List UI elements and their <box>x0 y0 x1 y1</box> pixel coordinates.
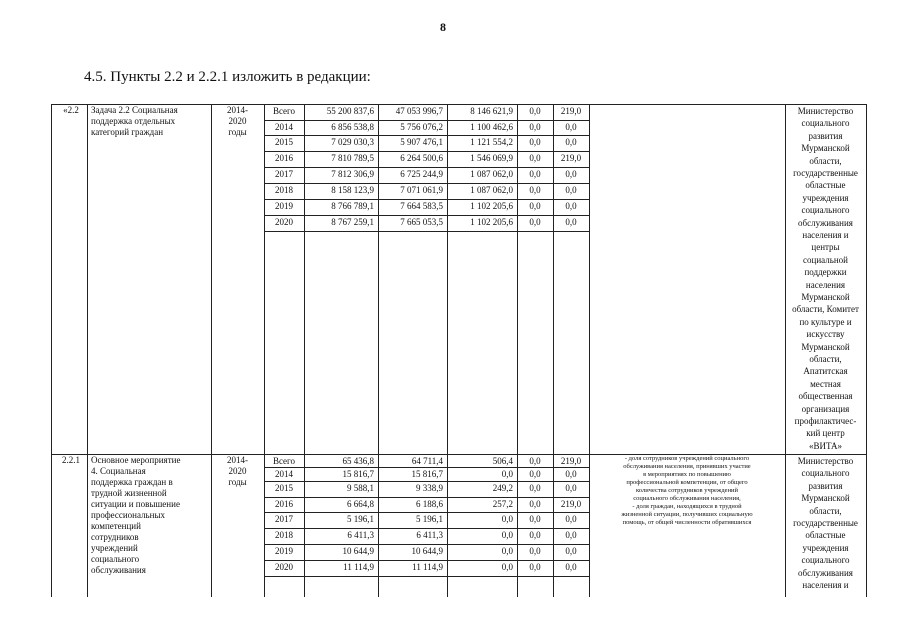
local-value: 0,0 <box>529 169 541 179</box>
year-label: 2016 <box>275 499 293 509</box>
year-row-rule <box>264 560 589 561</box>
executor-line: учреждения <box>802 542 849 553</box>
local-value: 0,0 <box>529 546 541 556</box>
year-row-rule <box>264 512 589 513</box>
year-label: 2019 <box>275 546 293 556</box>
total-value: 8 158 123,9 <box>331 185 374 195</box>
year-row-rule <box>264 576 589 577</box>
executor-line: Министерство <box>797 106 854 116</box>
local-value: 0,0 <box>529 456 541 466</box>
year-label: 2020 <box>275 562 293 572</box>
other-value: 0,0 <box>565 514 577 524</box>
regional-value: 9 338,9 <box>416 483 443 493</box>
table-right-border <box>866 104 867 597</box>
row-number: 2.2.1 <box>62 455 80 465</box>
total-value: 55 200 837,6 <box>326 106 374 116</box>
task-name-line: обслуживания <box>91 565 146 575</box>
federal-value: 1 087 062,0 <box>470 185 513 195</box>
regional-value: 6 725 244,9 <box>400 169 443 179</box>
year-label: 2018 <box>275 530 293 540</box>
executor-line: Мурманской <box>801 292 850 302</box>
indicator-line: профессиональной компетенции, от общего <box>626 479 748 486</box>
total-value: 7 812 306,9 <box>331 169 374 179</box>
year-label: 2014 <box>275 469 293 479</box>
task-name-line: сотрудников <box>91 532 139 542</box>
regional-value: 11 114,9 <box>412 562 443 572</box>
executor-line: области, <box>809 155 842 166</box>
other-value: 0,0 <box>565 201 577 211</box>
table-column-rule <box>87 104 88 597</box>
total-value: 8 766 789,1 <box>331 201 374 211</box>
total-value: 7 029 030,3 <box>331 137 374 147</box>
task-name-line: трудной жизненной <box>91 488 167 498</box>
executor-line: организация <box>801 403 850 414</box>
indicator-line: - доля граждан, находящихся в трудной <box>632 503 742 510</box>
local-value: 0,0 <box>529 499 541 509</box>
local-value: 0,0 <box>529 137 541 147</box>
executor-line: «ВИТА» <box>808 440 843 451</box>
local-value: 0,0 <box>529 469 541 479</box>
year-row-rule <box>264 231 589 232</box>
federal-value: 1 087 062,0 <box>470 169 513 179</box>
executor-line: социального <box>801 118 850 129</box>
period-line: годы <box>228 477 247 487</box>
executor-line: кий центр <box>806 428 845 439</box>
page-number: 8 <box>440 20 446 34</box>
regional-value: 7 664 583,5 <box>400 201 443 211</box>
indicator-line: обслуживания населения, принявших участие <box>623 463 751 470</box>
executor-line: Министерство <box>797 456 854 466</box>
total-value: 65 436,8 <box>342 456 374 466</box>
executor-line: областные <box>805 530 846 541</box>
year-label: 2015 <box>275 483 293 493</box>
local-value: 0,0 <box>529 201 541 211</box>
local-value: 0,0 <box>529 185 541 195</box>
other-value: 219,0 <box>560 153 582 163</box>
executor-line: населения и <box>802 580 849 590</box>
period-line: 2014- <box>227 455 248 465</box>
executor-line: общественная <box>798 391 853 402</box>
indicator-line: в мероприятиях по повышению <box>643 471 731 478</box>
executor-line: области, <box>809 354 842 364</box>
federal-value: 1 100 462,6 <box>470 122 513 132</box>
executor-line: Апатитская <box>803 366 848 377</box>
executor-line: социального <box>801 555 850 566</box>
regional-value: 5 756 076,2 <box>400 122 443 132</box>
executor-line: обслуживания <box>798 567 853 578</box>
local-value: 0,0 <box>529 514 541 524</box>
federal-value: 0,0 <box>501 530 513 540</box>
total-value: 9 588,1 <box>347 483 374 493</box>
federal-value: 0,0 <box>501 562 513 572</box>
task-name-line: Задача 2.2 Социальная <box>91 105 178 115</box>
regional-value: 5 907 476,1 <box>400 137 443 147</box>
task-name-line: социального <box>91 554 140 564</box>
local-value: 0,0 <box>529 483 541 493</box>
local-value: 0,0 <box>529 530 541 540</box>
local-value: 0,0 <box>529 153 541 163</box>
federal-value: 249,2 <box>492 483 513 493</box>
year-label: 2017 <box>275 514 293 524</box>
executor-line: развития <box>808 130 843 141</box>
executor-line: области, Комитет <box>792 304 859 315</box>
executor-line: социальной <box>803 254 848 265</box>
year-row-rule <box>264 544 589 545</box>
executor-line: искусству <box>806 329 845 340</box>
task-name-line: учреждений <box>91 543 138 553</box>
other-value: 0,0 <box>565 562 577 572</box>
local-value: 0,0 <box>529 562 541 572</box>
executor-line: обслуживания <box>798 217 853 228</box>
executor-line: государственные <box>793 168 858 178</box>
local-value: 0,0 <box>529 106 541 116</box>
federal-value: 1 546 069,9 <box>470 153 513 163</box>
period-line: 2020 <box>228 116 247 126</box>
year-row-rule <box>264 151 589 152</box>
period-line: 2014- <box>227 105 248 115</box>
year-row-rule <box>264 467 589 468</box>
executor-line: поддержки <box>804 267 847 278</box>
year-label: 2017 <box>275 169 293 179</box>
regional-value: 47 053 996,7 <box>395 106 443 116</box>
other-value: 0,0 <box>565 546 577 556</box>
executor-line: Мурманской <box>801 493 850 504</box>
other-value: 219,0 <box>560 106 582 116</box>
total-value: 15 816,7 <box>342 469 374 479</box>
federal-value: 8 146 621,9 <box>470 106 513 116</box>
indicator-line: помощь, от общей численности обратившихся <box>622 519 752 526</box>
year-row-rule <box>264 481 589 482</box>
federal-value: 0,0 <box>501 546 513 556</box>
other-value: 0,0 <box>565 469 577 479</box>
table-left-border <box>51 104 52 597</box>
task-name-line: 4. Социальная <box>91 466 146 476</box>
total-value: 7 810 789,5 <box>331 153 374 163</box>
indicator-line: социального обслуживания населения, <box>633 495 741 502</box>
other-value: 0,0 <box>565 185 577 195</box>
row-number: «2.2 <box>63 105 79 115</box>
task-name-line: Основное мероприятие <box>91 455 181 465</box>
year-row-rule <box>264 135 589 136</box>
federal-value: 1 121 554,2 <box>470 137 513 147</box>
year-row-rule <box>264 215 589 216</box>
year-row-rule <box>264 528 589 529</box>
other-value: 0,0 <box>565 217 577 227</box>
total-value: 11 114,9 <box>343 562 374 572</box>
regional-value: 15 816,7 <box>411 469 443 479</box>
executor-line: социального <box>801 468 850 479</box>
total-value: 6 664,8 <box>347 499 374 509</box>
executor-line: профилактичес- <box>794 416 857 426</box>
federal-value: 1 102 205,6 <box>470 201 513 211</box>
federal-value: 506,4 <box>492 456 513 466</box>
executor-line: развития <box>808 480 843 491</box>
year-label: 2020 <box>275 217 293 227</box>
year-label: 2019 <box>275 201 293 211</box>
federal-value: 0,0 <box>501 469 513 479</box>
task-name-line: ситуации и повышение <box>91 499 180 509</box>
regional-value: 10 644,9 <box>411 546 443 556</box>
indicator-line: жизненной ситуации, получивших социальную <box>621 511 753 518</box>
other-value: 0,0 <box>565 169 577 179</box>
executor-line: населения <box>805 279 846 290</box>
executor-line: местная <box>810 378 841 389</box>
total-value: 6 411,3 <box>347 530 374 540</box>
other-value: 219,0 <box>560 456 582 466</box>
year-label: Всего <box>272 456 296 466</box>
executor-line: по культуре и <box>799 316 852 327</box>
task-name-line: профессиональных <box>91 510 166 520</box>
federal-value: 0,0 <box>501 514 513 524</box>
year-label: Всего <box>272 106 296 116</box>
task-name-line: компетенций <box>91 521 141 531</box>
regional-value: 5 196,1 <box>416 514 443 524</box>
total-value: 6 856 538,8 <box>331 122 374 132</box>
executor-line: населения и <box>802 230 849 240</box>
executor-line: областные <box>805 180 846 191</box>
year-row-rule <box>264 167 589 168</box>
total-value: 8 767 259,1 <box>331 217 374 227</box>
task-name-line: поддержка отдельных <box>91 116 176 126</box>
executor-line: государственные <box>793 518 858 528</box>
federal-value: 1 102 205,6 <box>470 217 513 227</box>
year-row-rule <box>264 497 589 498</box>
period-line: годы <box>228 127 247 137</box>
executor-line: Мурманской <box>801 143 850 154</box>
year-label: 2018 <box>275 185 293 195</box>
year-row-rule <box>264 199 589 200</box>
total-value: 10 644,9 <box>342 546 374 556</box>
task-name-line: категорий граждан <box>91 127 164 137</box>
regional-value: 6 411,3 <box>416 530 443 540</box>
indicator-line: количества сотрудников учреждений <box>635 487 739 494</box>
year-label: 2014 <box>275 122 293 132</box>
executor-line: центры <box>811 242 840 253</box>
period-line: 2020 <box>228 466 247 476</box>
local-value: 0,0 <box>529 122 541 132</box>
table-column-rule <box>211 104 212 597</box>
section-heading: 4.5. Пункты 2.2 и 2.2.1 изложить в редакции: <box>84 69 371 85</box>
executor-line: Мурманской <box>801 341 850 352</box>
executor-line: социального <box>801 205 850 216</box>
regional-value: 6 264 500,6 <box>400 153 443 163</box>
year-row-rule <box>264 183 589 184</box>
other-value: 0,0 <box>565 483 577 493</box>
regional-value: 64 711,4 <box>411 456 443 466</box>
local-value: 0,0 <box>529 217 541 227</box>
federal-value: 257,2 <box>492 499 513 509</box>
total-value: 5 196,1 <box>347 514 374 524</box>
year-label: 2015 <box>275 137 293 147</box>
executor-line: области, <box>809 505 842 516</box>
regional-value: 7 665 053,5 <box>400 217 443 227</box>
other-value: 0,0 <box>565 122 577 132</box>
year-label: 2016 <box>275 153 293 163</box>
task-name-line: поддержка граждан в <box>91 477 173 487</box>
indicator-line: - доля сотрудников учреждений социального <box>624 455 750 462</box>
regional-value: 6 188,6 <box>416 499 443 509</box>
year-row-rule <box>264 120 589 121</box>
other-value: 0,0 <box>565 137 577 147</box>
other-value: 0,0 <box>565 530 577 540</box>
other-value: 219,0 <box>560 499 582 509</box>
executor-line: учреждения <box>802 192 849 203</box>
regional-value: 7 071 061,9 <box>400 185 443 195</box>
